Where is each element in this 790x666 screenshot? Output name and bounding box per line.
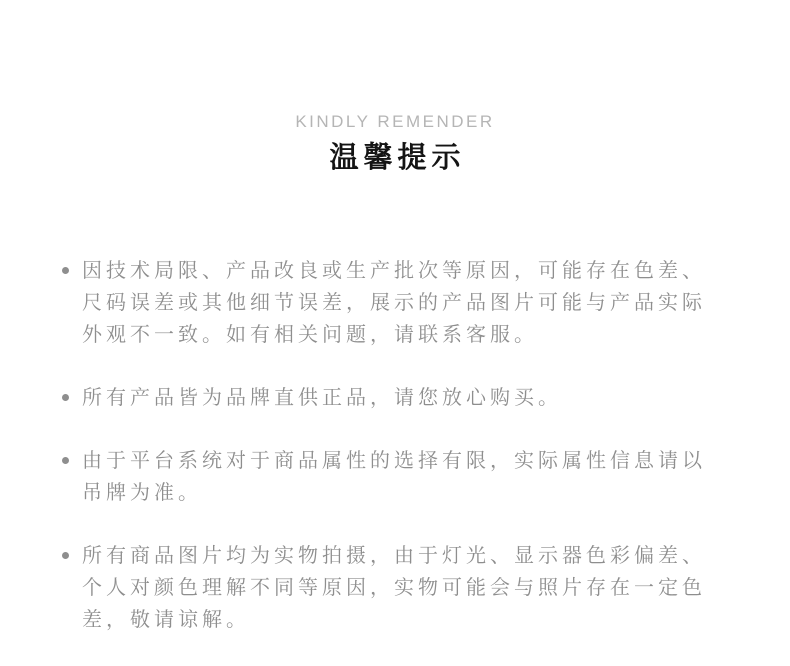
notice-item [62,255,722,351]
bullet-icon [62,552,69,559]
notice-text: 由于平台系统对于商品属性的选择有限，实际属性信息请以吊牌为准。 [82,450,706,504]
notice-list [62,255,722,636]
notice-text: 所有产品皆为品牌直供正品，请您放心购买。 [82,387,562,409]
bullet-icon [62,267,69,274]
notice-text: 因技术局限、产品改良或生产批次等原因，可能存在色差、尺码误差或其他细节误差，展示的产品图片可能与产品实际外观不一致。如有相关问题，请联系客服。 [82,260,706,346]
notice-item [62,540,722,636]
notice-item [62,382,722,414]
page-header [0,0,790,176]
notice-item [62,445,722,509]
bullet-icon [62,457,69,464]
bullet-icon [62,394,69,401]
page-title: 温馨提示 [329,142,466,174]
header-subtitle-en: KINDLY REMENDER [295,112,495,131]
notice-text: 所有商品图片均为实物拍摄，由于灯光、显示器色彩偏差、个人对颜色理解不同等原因，实物可能会与照片存在一定色差，敬请谅解。 [82,545,706,631]
